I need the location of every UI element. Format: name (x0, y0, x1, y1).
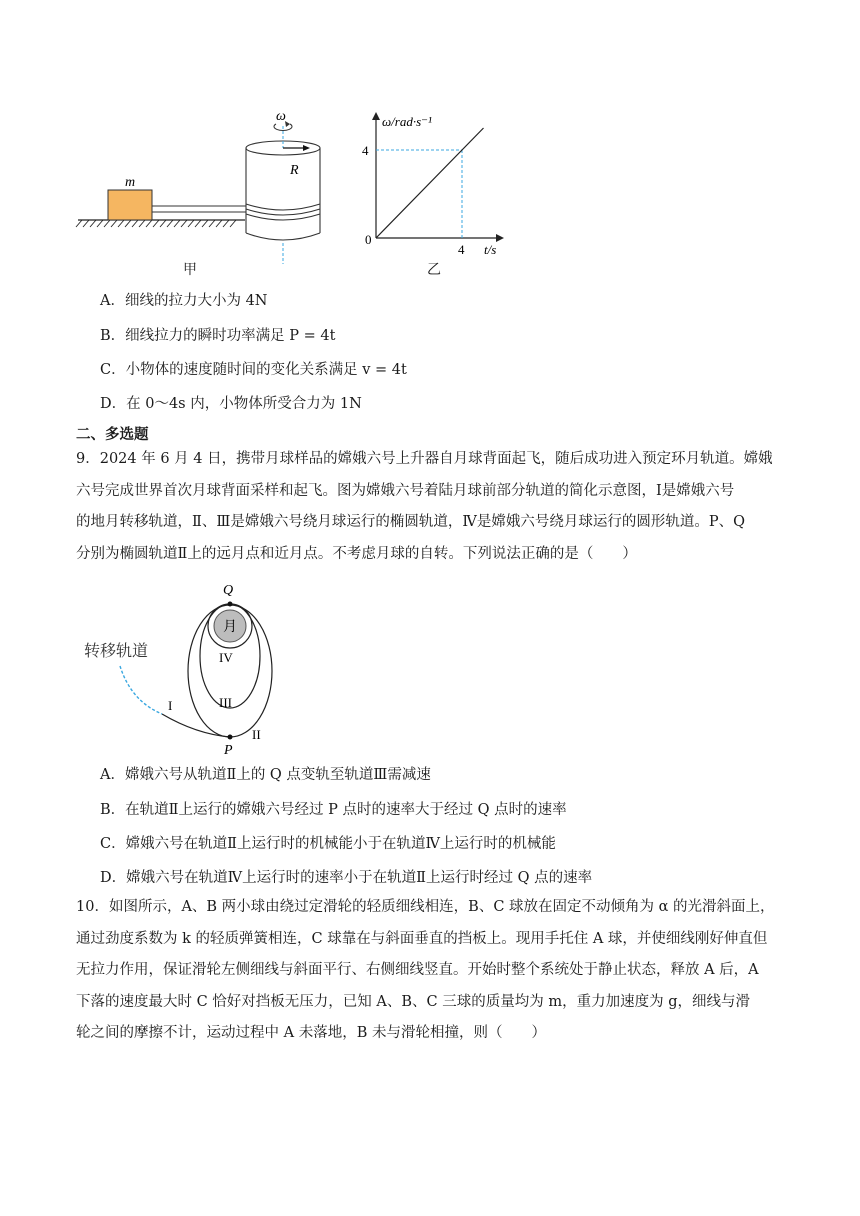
block-m (108, 190, 152, 220)
q9-option-d: D．嫦娥六号在轨道Ⅳ上运行时的速率小于在轨道Ⅱ上运行时经过 Q 点的速率 (100, 870, 593, 886)
q9-line: 的地月转移轨道，Ⅱ、Ⅲ是嫦娥六号绕月球运行的椭圆轨道，Ⅳ是嫦娥六号绕月球运行的圆形轨道。P、Q (76, 514, 745, 530)
label-moon: 月 (223, 620, 237, 635)
series-line (376, 128, 484, 238)
graph-x-label: t/s (484, 242, 497, 257)
label-transfer-orbit: 转移轨道 (84, 643, 149, 660)
q8-option-b: B．细线拉力的瞬时功率满足 P = 4t (100, 328, 336, 344)
transfer-dashed (120, 666, 162, 714)
q10-line: 下落的速度最大时 C 恰好对挡板无压力，已知 A、B、C 三球的质量均为 m，重力加速度为 g，细线与滑 (76, 993, 750, 1010)
label-q: Q (223, 583, 234, 598)
mass-label: m (124, 175, 136, 190)
q9-option-b: B．在轨道Ⅱ上运行的嫦娥六号经过 P 点时的速率大于经过 Q 点时的速率 (100, 802, 567, 818)
omega-t-graph (372, 112, 504, 242)
q10-stem (76, 892, 784, 1050)
ground-hatching (76, 220, 245, 227)
q9-line: 9．2024 年 6 月 4 日，携带月球样品的嫦娥六号上升器自月球背面起飞，随后成功进入预定环月轨道。嫦娥 (76, 451, 773, 467)
figure-block-cylinder-graph (70, 108, 540, 283)
radius-label: R (290, 163, 299, 178)
q10-line: 无拉力作用，保证滑轮左侧细线与斜面平行、右侧细线竖直。开始时整个系统处于静止状态，释放 A 后，A (76, 962, 759, 978)
graph-x-tick: 4 (458, 242, 465, 257)
label-iv: IV (219, 650, 233, 665)
q8-option-a: A．细线的拉力大小为 4N (100, 293, 268, 309)
point-p (228, 735, 233, 740)
label-ii: II (252, 727, 261, 742)
q9-stem (76, 444, 784, 570)
q10-line: 轮之间的摩擦不计，运动过程中 A 未落地，B 未与滑轮相撞，则（ ） (76, 1025, 546, 1041)
q9-line: 分别为椭圆轨道Ⅱ上的远月点和近月点。不考虑月球的自转。下列说法正确的是（ ） (76, 545, 637, 562)
figure-moon-orbits (76, 576, 306, 760)
q8-option-d: D．在 0～4s 内，小物体所受合力为 1N (100, 396, 362, 412)
q9-option-a: A．嫦娥六号从轨道Ⅱ上的 Q 点变轨至轨道Ⅲ需减速 (100, 767, 431, 783)
section-heading: 二、多选题 (76, 426, 149, 443)
cylinder (246, 126, 320, 264)
caption-yi: 乙 (427, 262, 441, 278)
q9-line: 六号完成世界首次月球背面采样和起飞。图为嫦娥六号着陆月球前部分轨道的简化示意图，Ⅰ是嫦娥六号 (76, 482, 735, 499)
orbit-i (162, 714, 230, 737)
point-q (228, 602, 233, 607)
graph-y-tick: 4 (362, 143, 369, 158)
q10-line: 10．如图所示，A、B 两小球由绕过定滑轮的轻质细线相连，B、C 球放在固定不动倾角为 α 的光滑斜面上， (76, 899, 775, 915)
label-i: I (168, 698, 173, 713)
q8-option-c: C．小物体的速度随时间的变化关系满足 v = 4t (100, 362, 407, 378)
omega-label: ω (276, 109, 286, 124)
q9-option-c: C．嫦娥六号在轨道Ⅱ上运行时的机械能小于在轨道Ⅳ上运行时的机械能 (100, 836, 556, 852)
label-p: P (224, 743, 233, 758)
q10-line: 通过劲度系数为 k 的轻质弹簧相连，C 球靠在与斜面垂直的挡板上。现用手托住 A 球，并使细线刚好伸直但 (76, 930, 768, 947)
graph-origin: 0 (365, 232, 372, 247)
label-iii: III (219, 695, 232, 710)
graph-y-label: ω/rad·s⁻¹ (382, 114, 432, 129)
caption-jia: 甲 (183, 262, 197, 278)
